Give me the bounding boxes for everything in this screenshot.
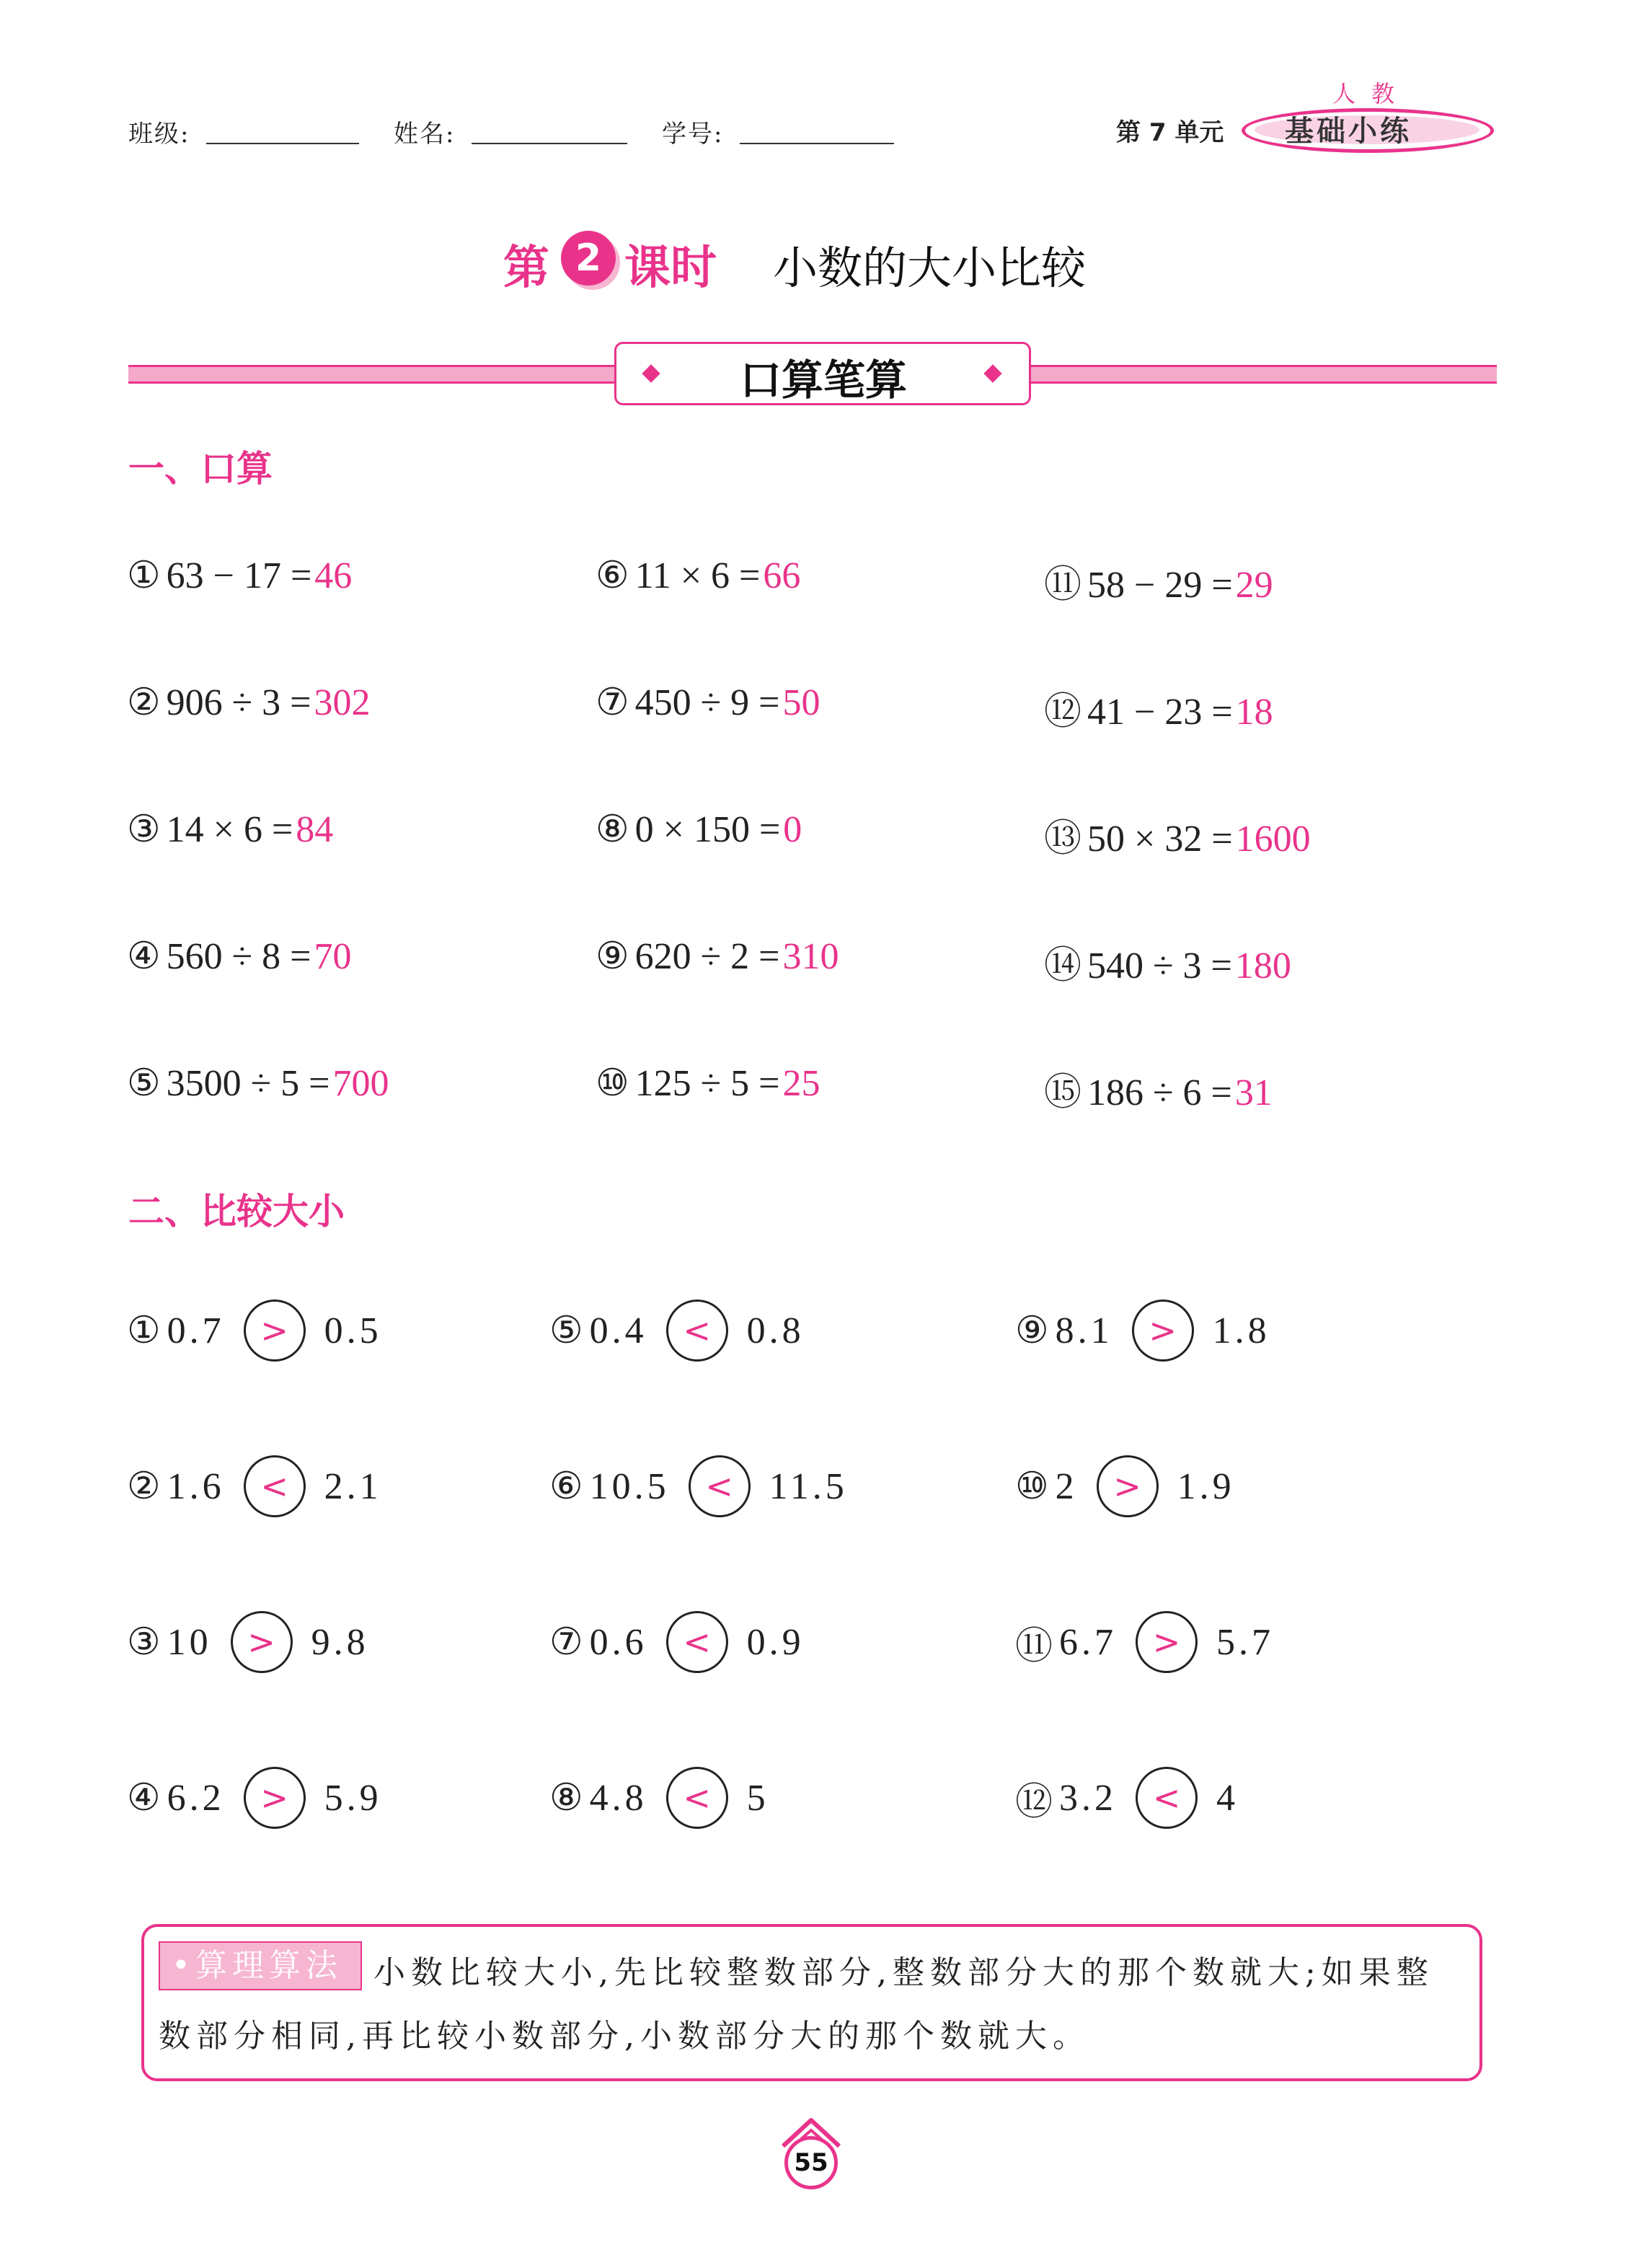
- brand-publisher: 人教: [1332, 80, 1411, 107]
- equation-question: 50 × 32 =: [1087, 818, 1233, 860]
- compare-right-value: 0.9: [746, 1621, 805, 1663]
- item-number: ⑪: [1044, 565, 1082, 606]
- item-number: ⑧: [596, 809, 629, 850]
- lesson-suffix: 课时: [624, 242, 717, 295]
- mental-math-item: [127, 681, 371, 724]
- compare-left-value: 1.6: [167, 1465, 225, 1507]
- compare-right-value: 5: [746, 1777, 769, 1819]
- item-number: ①: [127, 555, 161, 596]
- mental-math-item: [596, 808, 802, 851]
- compare-left-value: 10: [167, 1621, 212, 1663]
- item-number: ⑦: [549, 1622, 587, 1663]
- compare-answer-bubble[interactable]: >: [231, 1611, 293, 1673]
- equation-question: 450 ÷ 9 =: [634, 682, 780, 723]
- item-number: ③: [127, 809, 161, 850]
- compare-left-value: 2: [1055, 1465, 1078, 1507]
- equation-answer[interactable]: 50: [782, 682, 820, 723]
- tip-text: 小数比较大小,先比较整数部分,整数部分大的那个数就大;如果整数部分相同,再比较小数部分,小数部分大的那个数就大。: [159, 1954, 1434, 2055]
- equation-question: 14 × 6 =: [166, 809, 293, 850]
- mental-math-item: [127, 554, 352, 597]
- equation-answer[interactable]: 29: [1235, 565, 1273, 606]
- item-number: ②: [127, 682, 161, 723]
- equation-question: 906 ÷ 3 =: [166, 682, 311, 723]
- compare-right-value: 1.9: [1177, 1465, 1235, 1507]
- section-title-compare: 二、比较大小: [128, 1191, 345, 1232]
- item-number: ③: [127, 1622, 164, 1663]
- student-id-blank: [740, 143, 894, 144]
- item-number: ⑬: [1044, 818, 1082, 860]
- compare-item: [1015, 1300, 1270, 1362]
- brand-name: 基础小练: [1285, 115, 1412, 148]
- compare-answer-bubble[interactable]: >: [1132, 1300, 1194, 1362]
- compare-right-value: 5.7: [1216, 1621, 1275, 1663]
- compare-item: [127, 1611, 369, 1673]
- item-number: ⑩: [1015, 1466, 1053, 1507]
- equation-question: 11 × 6 =: [634, 555, 761, 596]
- equation-answer[interactable]: 84: [296, 809, 334, 850]
- mental-math-item: [127, 935, 352, 978]
- class-blank: [206, 143, 359, 144]
- equation-question: 41 − 23 =: [1087, 692, 1233, 733]
- compare-right-value: 0.5: [324, 1310, 382, 1351]
- equation-answer[interactable]: 180: [1234, 945, 1291, 987]
- compare-answer-bubble[interactable]: <: [244, 1455, 306, 1517]
- equation-question: 560 ÷ 8 =: [166, 936, 311, 977]
- compare-right-value: 0.8: [746, 1310, 805, 1351]
- compare-item: [1015, 1767, 1239, 1829]
- student-id-label: 学号:: [662, 120, 724, 149]
- compare-answer-bubble[interactable]: <: [689, 1455, 751, 1517]
- compare-left-value: 0.7: [167, 1310, 225, 1351]
- item-number: ①: [127, 1310, 164, 1351]
- equation-question: 3500 ÷ 5 =: [166, 1063, 330, 1104]
- name-label: 姓名:: [394, 120, 456, 149]
- equation-question: 58 − 29 =: [1087, 565, 1233, 606]
- equation-question: 0 × 150 =: [634, 809, 781, 850]
- compare-answer-bubble[interactable]: >: [244, 1300, 306, 1362]
- item-number: ④: [127, 1778, 164, 1819]
- compare-item: [127, 1767, 382, 1829]
- equation-question: 63 − 17 =: [166, 555, 312, 596]
- mental-math-item: [1044, 935, 1291, 989]
- class-label: 班级:: [128, 120, 190, 149]
- mental-math-item: [1044, 1062, 1273, 1116]
- compare-item: [1015, 1611, 1274, 1673]
- page-number: 55: [784, 2136, 838, 2189]
- item-number: ⑮: [1044, 1072, 1082, 1113]
- mental-math-item: [127, 1062, 389, 1105]
- compare-right-value: 11.5: [769, 1465, 848, 1507]
- compare-left-value: 10.5: [589, 1465, 670, 1507]
- equation-question: 540 ÷ 3 =: [1087, 945, 1232, 987]
- compare-item: [549, 1611, 805, 1673]
- compare-item: [549, 1455, 848, 1517]
- compare-right-value: 1.8: [1212, 1310, 1270, 1351]
- compare-answer-bubble[interactable]: >: [1136, 1611, 1198, 1673]
- compare-left-value: 0.4: [589, 1310, 647, 1351]
- item-number: ⑤: [127, 1063, 161, 1104]
- section-title-mental-math: 一、口算: [128, 448, 273, 490]
- banner-title: 口算笔算: [739, 356, 907, 405]
- item-number: ⑫: [1044, 692, 1082, 733]
- compare-right-value: 2.1: [324, 1465, 382, 1507]
- equation-answer[interactable]: 66: [763, 555, 801, 596]
- equation-answer[interactable]: 302: [314, 682, 371, 723]
- compare-left-value: 6.7: [1059, 1621, 1118, 1663]
- equation-question: 125 ÷ 5 =: [634, 1063, 780, 1104]
- equation-answer[interactable]: 70: [314, 936, 352, 977]
- compare-item: [127, 1455, 382, 1517]
- item-number: ⑥: [549, 1466, 587, 1507]
- item-number: ⑨: [596, 936, 629, 977]
- equation-answer[interactable]: 700: [332, 1063, 389, 1104]
- equation-answer[interactable]: 18: [1235, 692, 1273, 733]
- compare-right-value: 9.8: [311, 1621, 369, 1663]
- compare-right-value: 5.9: [324, 1777, 382, 1819]
- mental-math-item: [1044, 681, 1273, 735]
- item-number: ⑭: [1044, 945, 1082, 987]
- compare-right-value: 4: [1216, 1777, 1239, 1819]
- item-number: ⑩: [596, 1063, 629, 1104]
- compare-left-value: 0.6: [589, 1621, 647, 1663]
- compare-item: [549, 1300, 805, 1362]
- tip-label: •算理算法: [159, 1941, 362, 1990]
- lesson-number-badge: 2: [561, 231, 616, 286]
- mental-math-item: [596, 935, 839, 978]
- item-number: ④: [127, 936, 161, 977]
- equation-question: 620 ÷ 2 =: [634, 936, 780, 977]
- equation-answer[interactable]: 310: [782, 936, 839, 977]
- item-number: ⑥: [596, 555, 629, 596]
- item-number: ⑪: [1015, 1625, 1057, 1667]
- lesson-prefix: 第: [503, 242, 549, 295]
- lesson-title: 小数的大小比较: [773, 242, 1087, 294]
- item-number: ②: [127, 1466, 164, 1507]
- equation-question: 186 ÷ 6 =: [1087, 1072, 1232, 1113]
- item-number: ⑤: [549, 1310, 587, 1351]
- compare-answer-bubble[interactable]: <: [1136, 1767, 1198, 1829]
- item-number: ⑫: [1015, 1781, 1057, 1823]
- compare-answer-bubble[interactable]: <: [666, 1611, 728, 1673]
- compare-item: [549, 1767, 769, 1829]
- compare-answer-bubble[interactable]: <: [666, 1767, 728, 1829]
- compare-left-value: 4.8: [589, 1777, 647, 1819]
- equation-answer[interactable]: 46: [314, 555, 353, 596]
- compare-left-value: 3.2: [1059, 1777, 1118, 1819]
- compare-answer-bubble[interactable]: >: [1097, 1455, 1159, 1517]
- name-blank: [472, 143, 627, 144]
- equation-answer[interactable]: 1600: [1235, 818, 1311, 860]
- item-number: ⑨: [1015, 1310, 1053, 1351]
- mental-math-item: [1044, 808, 1311, 862]
- mental-math-item: [1044, 554, 1273, 608]
- equation-answer[interactable]: 25: [782, 1063, 820, 1104]
- mental-math-item: [596, 681, 820, 724]
- compare-item: [127, 1300, 382, 1362]
- compare-answer-bubble[interactable]: >: [244, 1767, 306, 1829]
- mental-math-item: [596, 554, 800, 597]
- unit-label: 第 7 单元: [1116, 118, 1224, 147]
- compare-item: [1015, 1455, 1235, 1517]
- equation-answer[interactable]: 0: [783, 809, 802, 850]
- item-number: ⑧: [549, 1778, 587, 1819]
- compare-answer-bubble[interactable]: <: [666, 1300, 728, 1362]
- equation-answer[interactable]: 31: [1234, 1072, 1273, 1113]
- item-number: ⑦: [596, 682, 629, 723]
- compare-left-value: 8.1: [1055, 1310, 1113, 1351]
- mental-math-item: [596, 1062, 820, 1105]
- mental-math-item: [127, 808, 333, 851]
- compare-left-value: 6.2: [167, 1777, 225, 1819]
